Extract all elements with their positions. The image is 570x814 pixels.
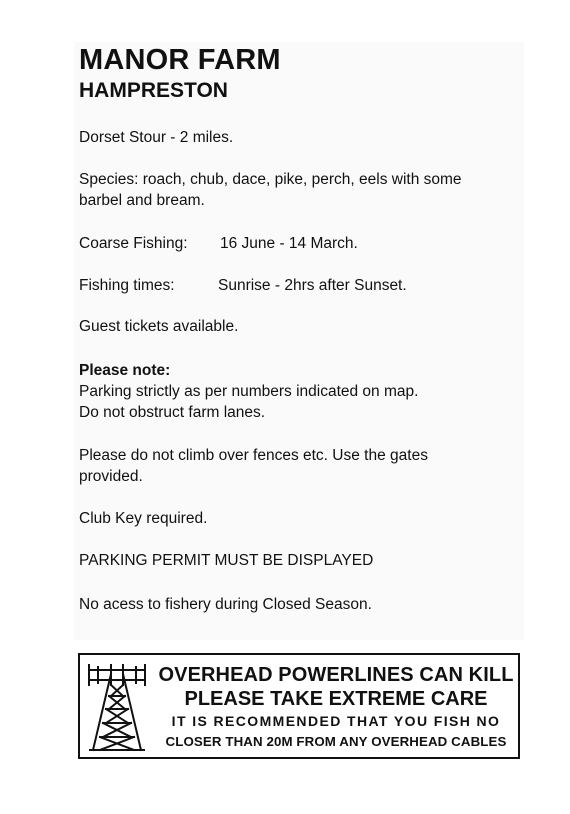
power-pylon-icon — [86, 662, 148, 754]
powerline-warning-box — [78, 653, 520, 759]
please-note-block — [79, 360, 418, 423]
fishing-times-label: Fishing times: — [79, 277, 175, 294]
warning-line-4: CLOSER THAN 20M FROM ANY OVERHEAD CABLES — [165, 734, 507, 749]
species-line-2: barbel and bream. — [79, 192, 205, 209]
fences-text — [79, 445, 428, 487]
club-key-text: Club Key required. — [79, 510, 208, 527]
coarse-fishing-label: Coarse Fishing: — [79, 235, 188, 252]
species-line-1: Species: roach, chub, dace, pike, perch, eels with some — [79, 171, 462, 188]
fishing-times-value: Sunrise - 2hrs after Sunset. — [218, 277, 407, 294]
parking-line-1: Parking strictly as per numbers indicated on map. — [79, 383, 419, 400]
fences-line-1: Please do not climb over fences etc. Use the gates — [79, 447, 428, 464]
page-subtitle: HAMPRESTON — [79, 79, 228, 102]
parking-permit-text: PARKING PERMIT MUST BE DISPLAYED — [79, 552, 374, 569]
fences-line-2: provided. — [79, 468, 143, 485]
page-title: MANOR FARM — [79, 44, 281, 76]
fishing-times-row — [79, 275, 407, 296]
warning-line-2: PLEASE TAKE EXTREME CARE — [184, 688, 488, 710]
species-text — [79, 169, 462, 211]
parking-line-2: Do not obstruct farm lanes. — [79, 404, 266, 421]
warning-line-1: OVERHEAD POWERLINES CAN KILL — [158, 664, 514, 686]
river-distance-text: Dorset Stour - 2 miles. — [79, 129, 234, 146]
please-note-heading: Please note: — [79, 362, 171, 379]
warning-line-3: IT IS RECOMMENDED THAT YOU FISH NO — [171, 713, 501, 729]
coarse-fishing-row — [79, 233, 358, 254]
closed-season-text: No acess to fishery during Closed Season. — [79, 596, 372, 613]
guest-tickets-text: Guest tickets available. — [79, 318, 239, 335]
coarse-fishing-dates: 16 June - 14 March. — [220, 235, 358, 252]
